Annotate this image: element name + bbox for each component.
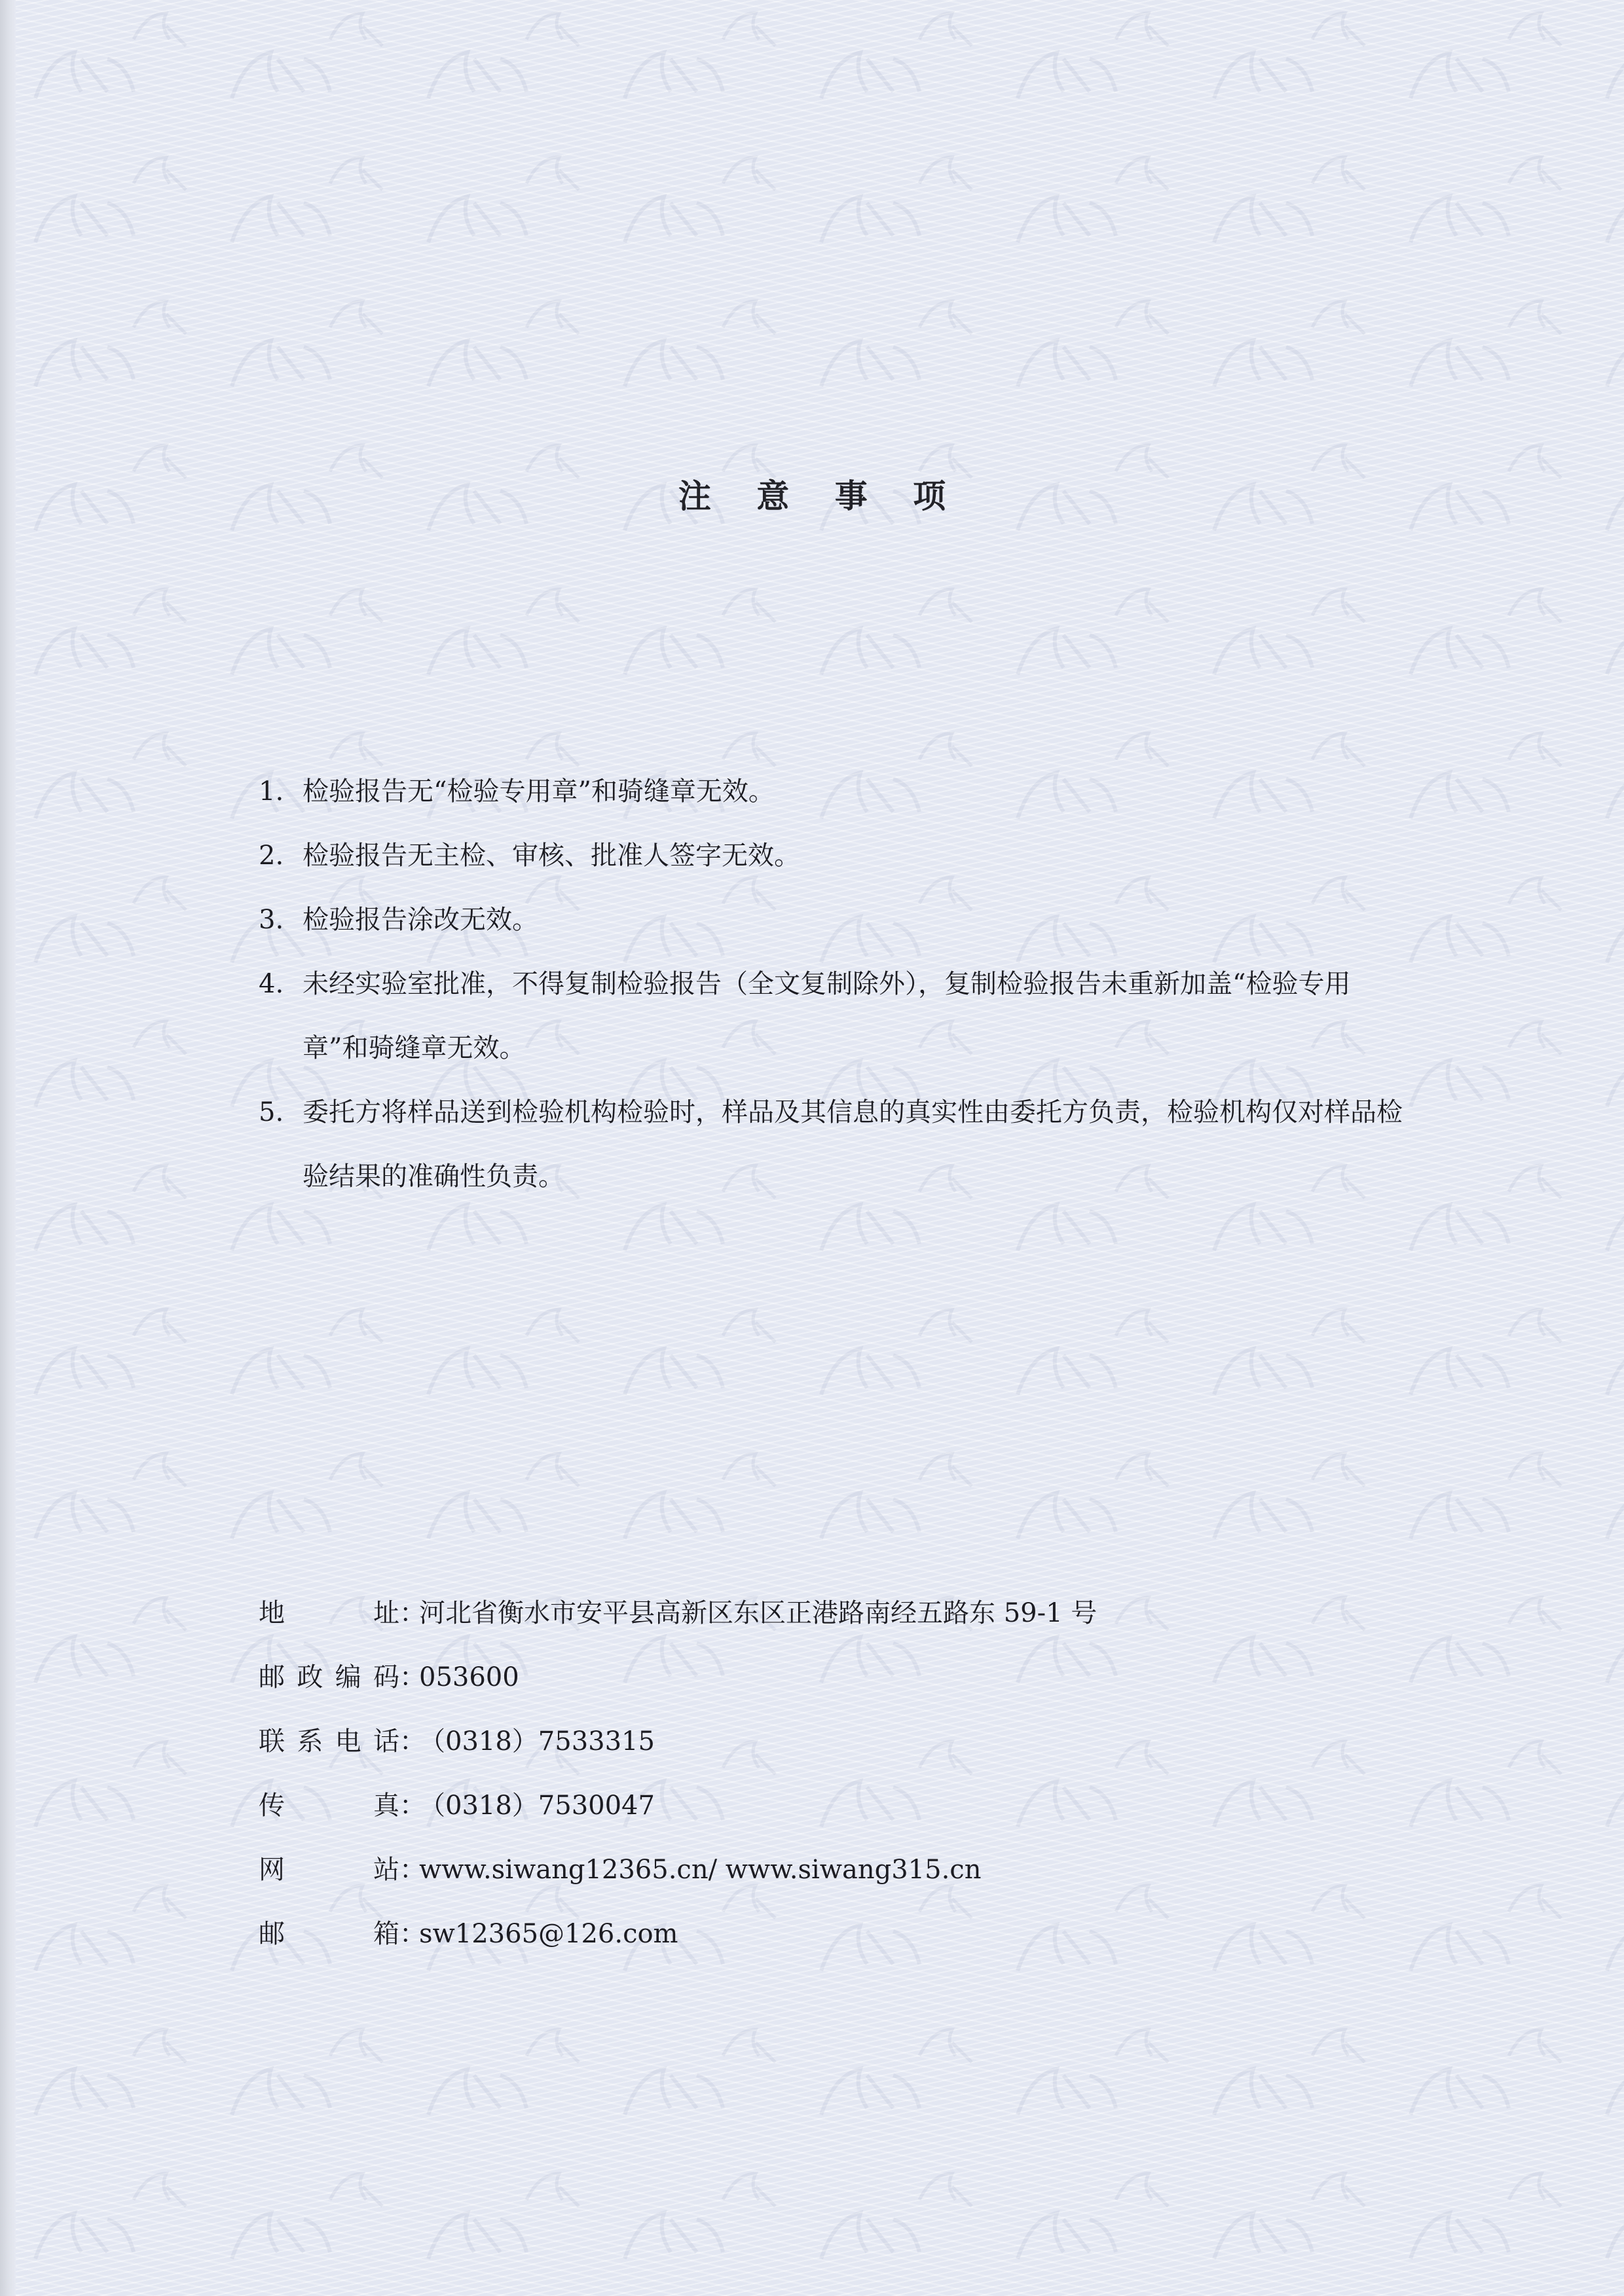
phone-label: 联系电话 [259,1726,399,1757]
fax-colon: ： [399,1791,426,1821]
website-colon: ： [399,1855,426,1885]
website-value: www.siwang12365.cn/ www.siwang315.cn [419,1855,982,1885]
page-title: 注 意 事 项 [678,477,963,515]
postcode-value: 053600 [419,1662,519,1692]
note-item-5 [259,1080,1411,1209]
note-item-3 [259,888,1411,952]
phone-value: （0318）7533315 [419,1726,655,1757]
website-row [259,1838,1437,1902]
note-text: 检验报告无“检验专用章”和骑缝章无效。 [303,776,775,807]
note-item-2 [259,824,1411,888]
note-item-4 [259,952,1411,1080]
scan-left-edge [0,0,16,2296]
note-number: 5. [259,1097,284,1127]
address-label: 地址 [259,1598,399,1628]
note-text: 检验报告涂改无效。 [303,905,538,935]
postcode-label: 邮政编码 [259,1662,399,1692]
email-colon: ： [399,1919,426,1949]
note-text: 检验报告无主检、审核、批准人签字无效。 [303,841,800,871]
fax-label: 传真 [259,1791,399,1821]
email-label: 邮箱 [259,1919,399,1949]
address-row [259,1581,1437,1645]
postcode-colon: ： [399,1662,426,1692]
email-row [259,1902,1437,1966]
address-colon: ： [399,1598,426,1628]
note-number: 4. [259,969,284,999]
address-value: 河北省衡水市安平县高新区东区正港路南经五路东 59-1 号 [419,1598,1098,1628]
notes-list [259,759,1411,1209]
note-text: 未经实验室批准，不得复制检验报告（全文复制除外），复制检验报告未重新加盖“检验专用章”和骑缝章无效。 [303,969,1351,1063]
note-text: 委托方将样品送到检验机构检验时，样品及其信息的真实性由委托方负责，检验机构仅对样品检验结果的准确性负责。 [303,1097,1403,1192]
fax-value: （0318）7530047 [419,1791,655,1821]
email-value: sw12365@126.com [419,1919,678,1949]
note-number: 1. [259,776,284,807]
fax-row [259,1774,1437,1838]
note-number: 3. [259,905,284,935]
note-item-1 [259,759,1411,824]
contact-info [259,1581,1437,1966]
website-label: 网站 [259,1855,399,1885]
note-number: 2. [259,841,284,871]
phone-colon: ： [399,1726,426,1757]
postcode-row [259,1645,1437,1709]
phone-row [259,1709,1437,1774]
